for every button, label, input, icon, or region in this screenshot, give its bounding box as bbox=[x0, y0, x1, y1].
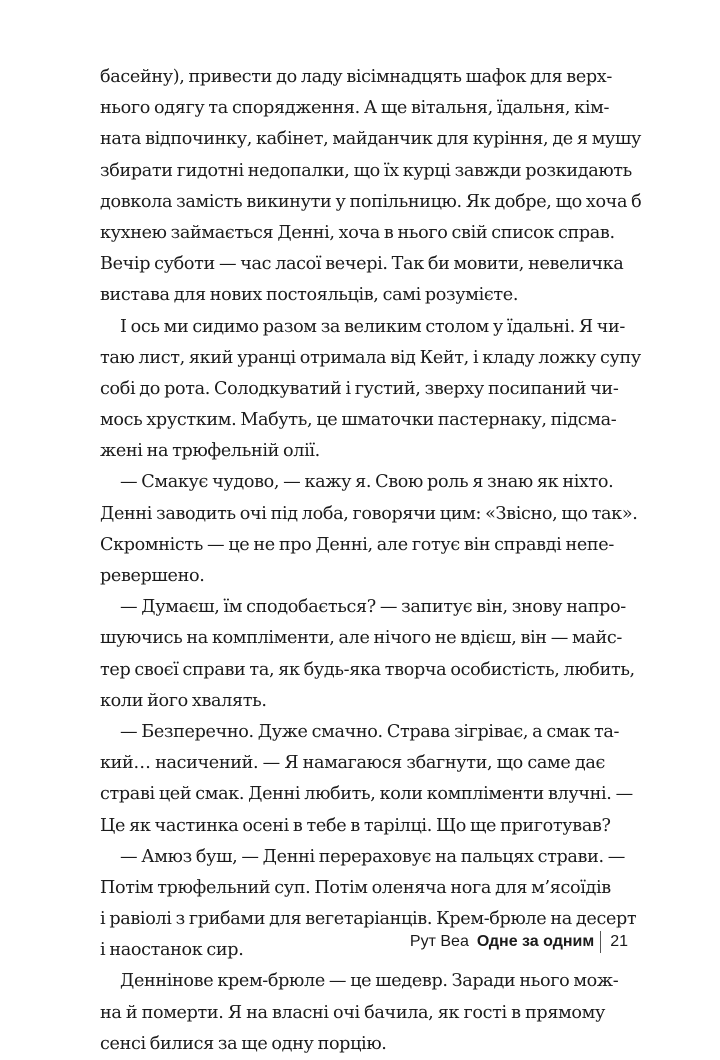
text-line: збирати гидотні недопалки, що їх курці завжди розкидають bbox=[100, 160, 632, 181]
page-number: 21 bbox=[610, 933, 628, 950]
text-line: Денні заводить очі під лоба, говорячи цим: «Звісно, що так». bbox=[100, 503, 638, 524]
text-line: і наостанок сир. bbox=[100, 940, 244, 961]
text-line: — Амюз буш, — Денні перераховує на пальцях страви. — bbox=[120, 846, 625, 867]
text-line: мось хрустким. Мабуть, це шматочки пастернаку, підсма- bbox=[100, 410, 617, 431]
text-line: тер своєї справи та, як будь-яка творча особистість, любить, bbox=[100, 659, 635, 680]
text-line: кий… насичений. — Я намагаюся збагнути, що саме дає bbox=[100, 753, 605, 774]
text-line: — Безперечно. Дуже смачно. Страва зігріває, а смак та- bbox=[120, 721, 620, 742]
text-line: нього одягу та спорядження. А ще вітальня, їдальня, кім- bbox=[100, 98, 610, 119]
footer-author: Рут Веа bbox=[409, 933, 469, 950]
text-line: Деннінове крем-брюле — це шедевр. Заради нього мож- bbox=[120, 971, 619, 992]
footer-divider bbox=[600, 931, 601, 953]
text-line: Це як частинка осені в тебе в тарілці. Що ще приготував? bbox=[100, 815, 611, 836]
text-line: кухнею займається Денні, хоча в нього свій список справ. bbox=[100, 222, 615, 243]
text-line: Скромність — це не про Денні, але готує він справді непе- bbox=[100, 534, 614, 555]
page-footer bbox=[410, 930, 628, 954]
text-line: таю лист, який уранці отримала від Кейт, і кладу ложку супу bbox=[100, 347, 641, 368]
text-line: ната відпочинку, кабінет, майданчик для куріння, де я мушу bbox=[100, 129, 642, 150]
text-line: і равіолі з грибами для вегетаріанців. Крем-брюле на десерт bbox=[100, 909, 637, 930]
text-line: шуючись на компліменти, але нічого не вдієш, він — майс- bbox=[100, 628, 622, 649]
text-line: ревершено. bbox=[100, 566, 205, 586]
text-line: на й померти. Я на власні очі бачила, як гості в прямому bbox=[100, 1002, 605, 1023]
text-line: довкола замість викинути у попільницю. Як добре, що хоча б bbox=[100, 191, 642, 212]
text-line: коли його хвалять. bbox=[100, 690, 267, 711]
text-line: басейну), привести до ладу вісімнадцять шафок для верх- bbox=[100, 67, 612, 87]
text-line: І ось ми сидимо разом за великим столом у їдальні. Я чи- bbox=[120, 316, 626, 337]
text-line: сенсі билися за ще одну порцію. bbox=[100, 1033, 387, 1054]
text-line: — Смакує чудово, — кажу я. Свою роль я знаю як ніхто. bbox=[120, 472, 614, 493]
text-line: Потім трюфельний суп. Потім оленяча нога для м’ясоїдів bbox=[100, 877, 611, 898]
text-line: Вечір суботи — час ласої вечері. Так би мовити, невеличка bbox=[100, 254, 624, 275]
text-line: жені на трюфельній олії. bbox=[100, 441, 320, 462]
text-line: страві цей смак. Денні любить, коли компліменти влучні. — bbox=[100, 784, 633, 805]
footer-book-title: Одне за одним bbox=[476, 933, 595, 950]
text-line: собі до рота. Солодкуватий і густий, зверху посипаний чи- bbox=[100, 378, 619, 399]
text-line: вистава для нових постояльців, самі розумієте. bbox=[100, 285, 519, 306]
text-line: — Думаєш, їм сподобається? — запитує він, знову напро- bbox=[120, 597, 626, 618]
